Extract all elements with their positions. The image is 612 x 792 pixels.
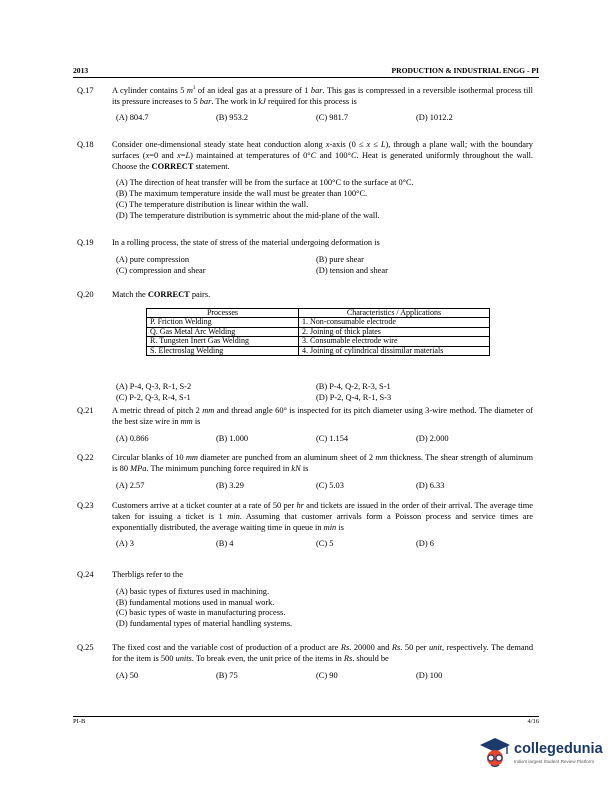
question-number: Q.24 [77,570,94,579]
question-17 [77,86,533,124]
option-c[interactable]: (C) P-2, Q-3, R-4, S-1 [116,393,191,402]
option-b[interactable]: (B) fundamental motions used in manual work. [116,597,275,607]
options-row [116,671,533,682]
table-cell: S. Electroslag Welding [147,346,299,355]
option-c[interactable]: (C) 1.154 [316,433,349,443]
table-row [147,346,490,355]
collegedunia-logo [478,734,602,780]
question-24 [77,570,533,630]
option-a[interactable]: (A) The direction of heat transfer will be from the surface at 100°C to the surface at 0°C. [116,178,414,188]
option-b[interactable]: (B) 1.000 [216,433,249,443]
option-a[interactable]: (A) 804.7 [116,112,149,122]
option-b[interactable]: (B) 75 [216,670,238,680]
question-23 [77,501,533,550]
table-cell: P. Friction Welding [147,318,299,327]
question-number: Q.19 [77,238,94,247]
option-c[interactable]: (C) basic types of waste in manufacturing process. [116,608,286,618]
question-number: Q.17 [77,86,94,95]
option-d[interactable]: (D) 100 [416,670,443,680]
option-b[interactable]: (B) The maximum temperature inside the wall must be greater than 100°C. [116,189,368,198]
match-table [146,308,490,356]
question-text: Customers arrive at a ticket counter at a rate of 50 per hr and tickets are issued in the order of their arrival. The average time taken for issuing a ticket is 1 min. Assuming that customer arrivals form a Poisson process and service times are exponentially distributed, the average waiting time in queue in min is [112,501,533,532]
table-row [147,318,490,327]
table-row [147,337,490,346]
option-b[interactable]: (B) 4 [216,539,234,549]
brand-name: collegedunia [514,741,603,757]
table-cell: 3. Consumable electrode wire [299,337,490,346]
option-d[interactable]: (D) P-2, Q-4, R-1, S-3 [316,393,392,402]
options-list [116,587,533,630]
question-text: A cylinder contains 5 $m^3$ of an ideal gas at a pressure of 1 bar. This gas is compressed in a reversible isothermal process till its pressure increases to 5 bar. The work in kJ required for this process is [112,86,533,106]
question-18 [77,140,533,221]
column-header: Processes [147,309,299,318]
question-number: Q.22 [77,453,94,462]
options-row [116,434,533,445]
option-a[interactable]: (A) 3 [116,539,134,549]
question-20-options [77,382,533,404]
option-c[interactable]: (C) 981.7 [316,112,349,122]
option-d[interactable]: (D) 1012.2 [416,112,453,122]
option-d[interactable]: (D) 2.000 [416,433,449,443]
brand-tagline: India's largest Student Review Platform [514,759,595,764]
option-c[interactable]: (C) 5 [316,539,334,549]
option-a[interactable]: (A) P-4, Q-3, R-1, S-2 [116,382,192,391]
question-text: The fixed cost and the variable cost of production of a product are Rs. 20000 and Rs. 50 per unit, respectively. The demand for the item is 500 units. To break even, the unit price of the items in Rs. should be [112,643,534,663]
page-number: 4/16 [527,718,539,725]
option-b[interactable]: (B) 953.2 [216,112,249,122]
paper-code: PI-B [73,718,86,725]
question-number: Q.21 [77,406,94,415]
question-25 [77,643,533,682]
page-header [73,66,539,76]
options-row [116,539,533,550]
option-d[interactable]: (D) tension and shear [316,265,388,275]
option-d[interactable]: (D) 6.33 [416,480,445,490]
question-text: Circular blanks of 10 mm diameter are punched from an aluminum sheet of 2 mm thickness. The shear strength of aluminum is 80 MPa. The minimum punching force required in kN is [112,453,533,473]
column-header: Characteristics / Applications [299,309,490,318]
question-20 [77,290,533,301]
question-21 [77,406,533,445]
question-22 [77,453,533,492]
graduation-cap-icon [478,734,512,774]
question-number: Q.23 [77,501,94,510]
table-cell: Q. Gas Metal Arc Welding [147,327,299,336]
option-d[interactable]: (D) 6 [416,539,434,549]
question-text: Consider one-dimensional steady state heat conduction along x-axis (0 ≤ x ≤ L), through a plane wall; with the boundary surfaces (x=0 and x=L) maintained at temperatures of 0°C and 100°C. Heat is generated uniformly throughout the wall. Choose the CORRECT statement. [112,140,533,171]
question-number: Q.20 [77,290,94,299]
question-text: A metric thread of pitch 2 mm and thread angle 60° is inspected for its pitch diameter using 3-wire method. The diameter of the best size wire in mm is [112,406,533,426]
exam-year: 2013 [73,66,89,75]
option-d[interactable]: (D) The temperature distribution is symmetric about the mid-plane of the wall. [116,210,380,220]
question-number: Q.25 [77,643,94,652]
options-list [116,178,533,221]
table-cell: 4. Joining of cylindrical dissimilar materials [299,346,490,355]
options-row [116,481,533,492]
options-row [116,382,533,393]
option-c[interactable]: (C) The temperature distribution is linear within the wall. [116,199,309,209]
table-cell: 1. Non-consumable electrode [299,318,490,327]
option-b[interactable]: (B) pure shear [316,254,364,264]
question-text: Match the CORRECT pairs. [112,290,211,299]
options-row [116,113,533,124]
option-d[interactable]: (D) fundamental types of material handling systems. [116,619,293,628]
options-row [116,393,533,404]
question-text: Therbligs refer to the [112,570,183,579]
option-a[interactable]: (A) 50 [116,670,139,680]
table-cell: 2. Joining of thick plates [299,327,490,336]
header-rule [73,77,539,78]
options-row [116,266,533,277]
paper-title: PRODUCTION & INDUSTRIAL ENGG - PI [391,66,539,75]
question-number: Q.18 [77,140,94,149]
option-a[interactable]: (A) 0.866 [116,433,149,443]
footer-rule [73,716,539,717]
option-a[interactable]: (A) 2.57 [116,480,145,490]
question-19 [77,238,533,277]
option-c[interactable]: (C) 5.03 [316,480,344,490]
option-c[interactable]: (C) 90 [316,670,338,680]
table-cell: R. Tungsten Inert Gas Welding [147,337,299,346]
option-c[interactable]: (C) compression and shear [116,265,206,275]
option-b[interactable]: (B) P-4, Q-2, R-3, S-1 [316,382,391,391]
option-a[interactable]: (A) basic types of fixtures used in machining. [116,586,270,596]
option-b[interactable]: (B) 3.29 [216,480,244,490]
options-row [116,255,533,266]
question-text: In a rolling process, the state of stress of the material undergoing deformation is [112,238,380,247]
option-a[interactable]: (A) pure compression [116,254,190,264]
